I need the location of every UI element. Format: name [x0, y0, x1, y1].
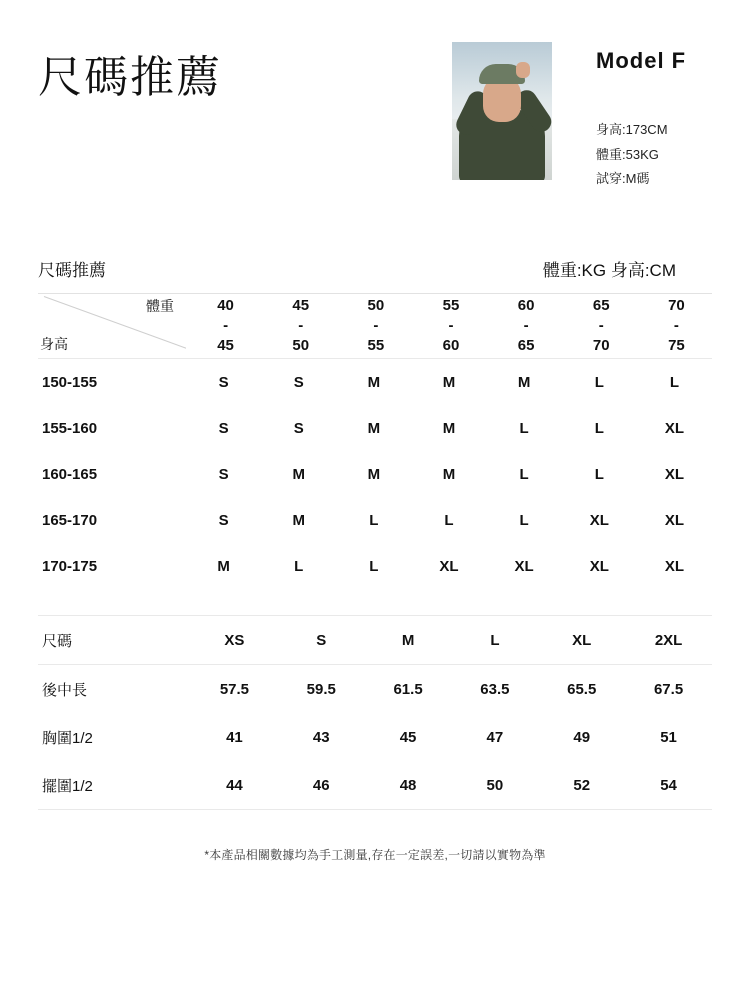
size-cell: L: [594, 465, 604, 483]
model-spec-height: 身高:173CM: [596, 122, 668, 137]
weight-range-col-1: [261, 294, 336, 358]
size-cell: L: [519, 465, 529, 483]
measurement-section: [0, 615, 750, 810]
model-info: [596, 48, 736, 192]
weight-range-max: 60: [442, 336, 460, 354]
size-cell: M: [367, 465, 381, 483]
weight-range-col-6: [637, 294, 712, 358]
measurement-row-label: 後中長: [42, 681, 88, 699]
size-cell: XL: [589, 557, 609, 575]
size-cell: M: [442, 465, 456, 483]
weight-range-dash: -: [523, 316, 529, 334]
table-row: [38, 665, 712, 714]
size-cell: M: [292, 465, 305, 483]
size-cell: S: [293, 419, 304, 437]
size-cell: M: [442, 373, 456, 391]
size-cell: S: [218, 511, 229, 529]
size-cell: L: [369, 511, 379, 529]
size-cell: XL: [589, 511, 609, 529]
page-title: 尺碼推薦: [38, 52, 222, 103]
height-range-label: 170-175: [42, 557, 98, 575]
size-recommendation-header: [0, 256, 750, 293]
weight-range-min: 55: [442, 297, 460, 314]
measurement-cell: 67.5: [653, 680, 684, 698]
measurement-size-label: 尺碼: [38, 616, 191, 665]
measurement-cell: 63.5: [480, 680, 510, 698]
measurement-size-header: 2XL: [625, 616, 712, 665]
size-cell: XL: [439, 557, 459, 575]
measurement-cell: 45: [399, 728, 417, 746]
table-row: [38, 543, 712, 589]
size-cell: L: [444, 511, 454, 529]
weight-range-dash: -: [223, 316, 229, 334]
size-cell: XL: [664, 511, 684, 529]
measurement-cell: 51: [660, 728, 677, 746]
table-row: [38, 497, 712, 543]
model-spec-weight: 體重:53KG: [596, 146, 659, 162]
size-cell: S: [218, 419, 229, 437]
weight-range-min: 45: [292, 297, 310, 314]
footnote: *本產品相關數據均為手工測量,存在一定誤差,一切請以實物為準: [204, 848, 546, 862]
measurement-cell: 48: [365, 761, 452, 810]
weight-range-max: 65: [517, 336, 535, 354]
measurement-size-header: M: [365, 616, 452, 665]
axis-corner-cell: [38, 294, 186, 358]
size-cell: XL: [664, 465, 684, 483]
weight-range-max: 50: [292, 336, 310, 354]
size-cell: M: [367, 419, 381, 437]
measurement-table: [38, 615, 712, 810]
height-range-label: 155-160: [42, 419, 98, 437]
weight-range-dash: -: [598, 316, 604, 334]
measurement-size-header: S: [278, 616, 365, 665]
size-cell: M: [517, 373, 531, 391]
measurement-cell: 41: [226, 728, 243, 746]
table-row: [38, 761, 712, 810]
measurement-cell: 43: [312, 728, 330, 746]
weight-range-col-5: [562, 294, 637, 358]
size-cell: M: [442, 419, 456, 437]
height-range-label: 165-170: [42, 511, 98, 529]
size-cell: L: [594, 419, 604, 437]
size-matrix-header-row: [38, 294, 712, 358]
table-row: [38, 405, 712, 451]
height-range-label: 150-155: [42, 373, 98, 391]
size-matrix-table: [38, 294, 712, 589]
measurement-cell: 59.5: [306, 680, 336, 698]
size-cell: M: [217, 557, 230, 575]
section-units: 體重:KG 身高:CM: [542, 261, 676, 280]
weight-range-col-2: [336, 294, 411, 358]
height-range-label: 160-165: [42, 465, 98, 483]
size-cell: L: [369, 557, 379, 575]
size-cell: XL: [664, 419, 684, 437]
size-cell: L: [519, 419, 529, 437]
measurement-cell: 50: [451, 761, 538, 810]
header: [0, 0, 750, 210]
size-cell: M: [367, 373, 381, 391]
measurement-cell: 61.5: [393, 680, 423, 698]
axis-label-weight: 體重: [146, 298, 174, 314]
table-row: [38, 451, 712, 497]
table-row: [38, 359, 712, 406]
size-cell: XL: [514, 557, 534, 575]
size-cell: L: [669, 373, 679, 391]
measurement-cell: 47: [486, 728, 504, 746]
measurement-row-label: 擺圍1/2: [38, 761, 191, 810]
weight-range-max: 45: [217, 336, 234, 354]
weight-range-min: 50: [367, 297, 385, 314]
weight-range-min: 70: [668, 297, 685, 314]
weight-range-max: 70: [592, 336, 610, 354]
measurement-header-row: [38, 616, 712, 665]
size-cell: S: [293, 373, 304, 391]
measurement-cell: 44: [191, 761, 278, 810]
weight-range-col-0: [186, 294, 261, 358]
size-cell: L: [594, 373, 604, 391]
size-cell: L: [519, 511, 529, 529]
weight-range-min: 65: [592, 297, 610, 314]
measurement-cell: 46: [278, 761, 365, 810]
axis-label-height: 身高: [40, 336, 68, 352]
measurement-cell: 54: [625, 761, 712, 810]
measurement-cell: 65.5: [567, 680, 597, 698]
size-cell: S: [218, 465, 229, 483]
weight-range-col-4: [487, 294, 562, 358]
weight-range-dash: -: [373, 316, 379, 334]
measurement-cell: 49: [573, 728, 591, 746]
weight-range-max: 55: [367, 336, 385, 354]
size-cell: XL: [664, 557, 684, 575]
weight-range-dash: -: [298, 316, 304, 334]
weight-range-min: 60: [517, 297, 535, 314]
measurement-size-header: XL: [538, 616, 625, 665]
table-row: [38, 713, 712, 761]
weight-range-dash: -: [673, 316, 679, 334]
size-cell: M: [292, 511, 305, 529]
weight-range-min: 40: [217, 297, 234, 314]
weight-range-max: 75: [668, 336, 685, 354]
model-photo: [452, 42, 552, 180]
measurement-size-header: XS: [191, 616, 278, 665]
weight-range-col-3: [411, 294, 486, 358]
measurement-cell: 57.5: [219, 680, 250, 698]
section-title: 尺碼推薦: [38, 261, 106, 280]
measurement-cell: 52: [538, 761, 625, 810]
model-specs: [596, 118, 736, 192]
measurement-size-header: L: [451, 616, 538, 665]
model-spec-fitting: 試穿:M碼: [596, 171, 650, 187]
measurement-row-label: 胸圍1/2: [42, 729, 93, 747]
size-cell: S: [218, 373, 229, 391]
weight-range-dash: -: [448, 316, 454, 334]
model-hand: [516, 62, 530, 78]
size-cell: L: [294, 557, 304, 575]
model-name: Model F: [596, 48, 687, 73]
